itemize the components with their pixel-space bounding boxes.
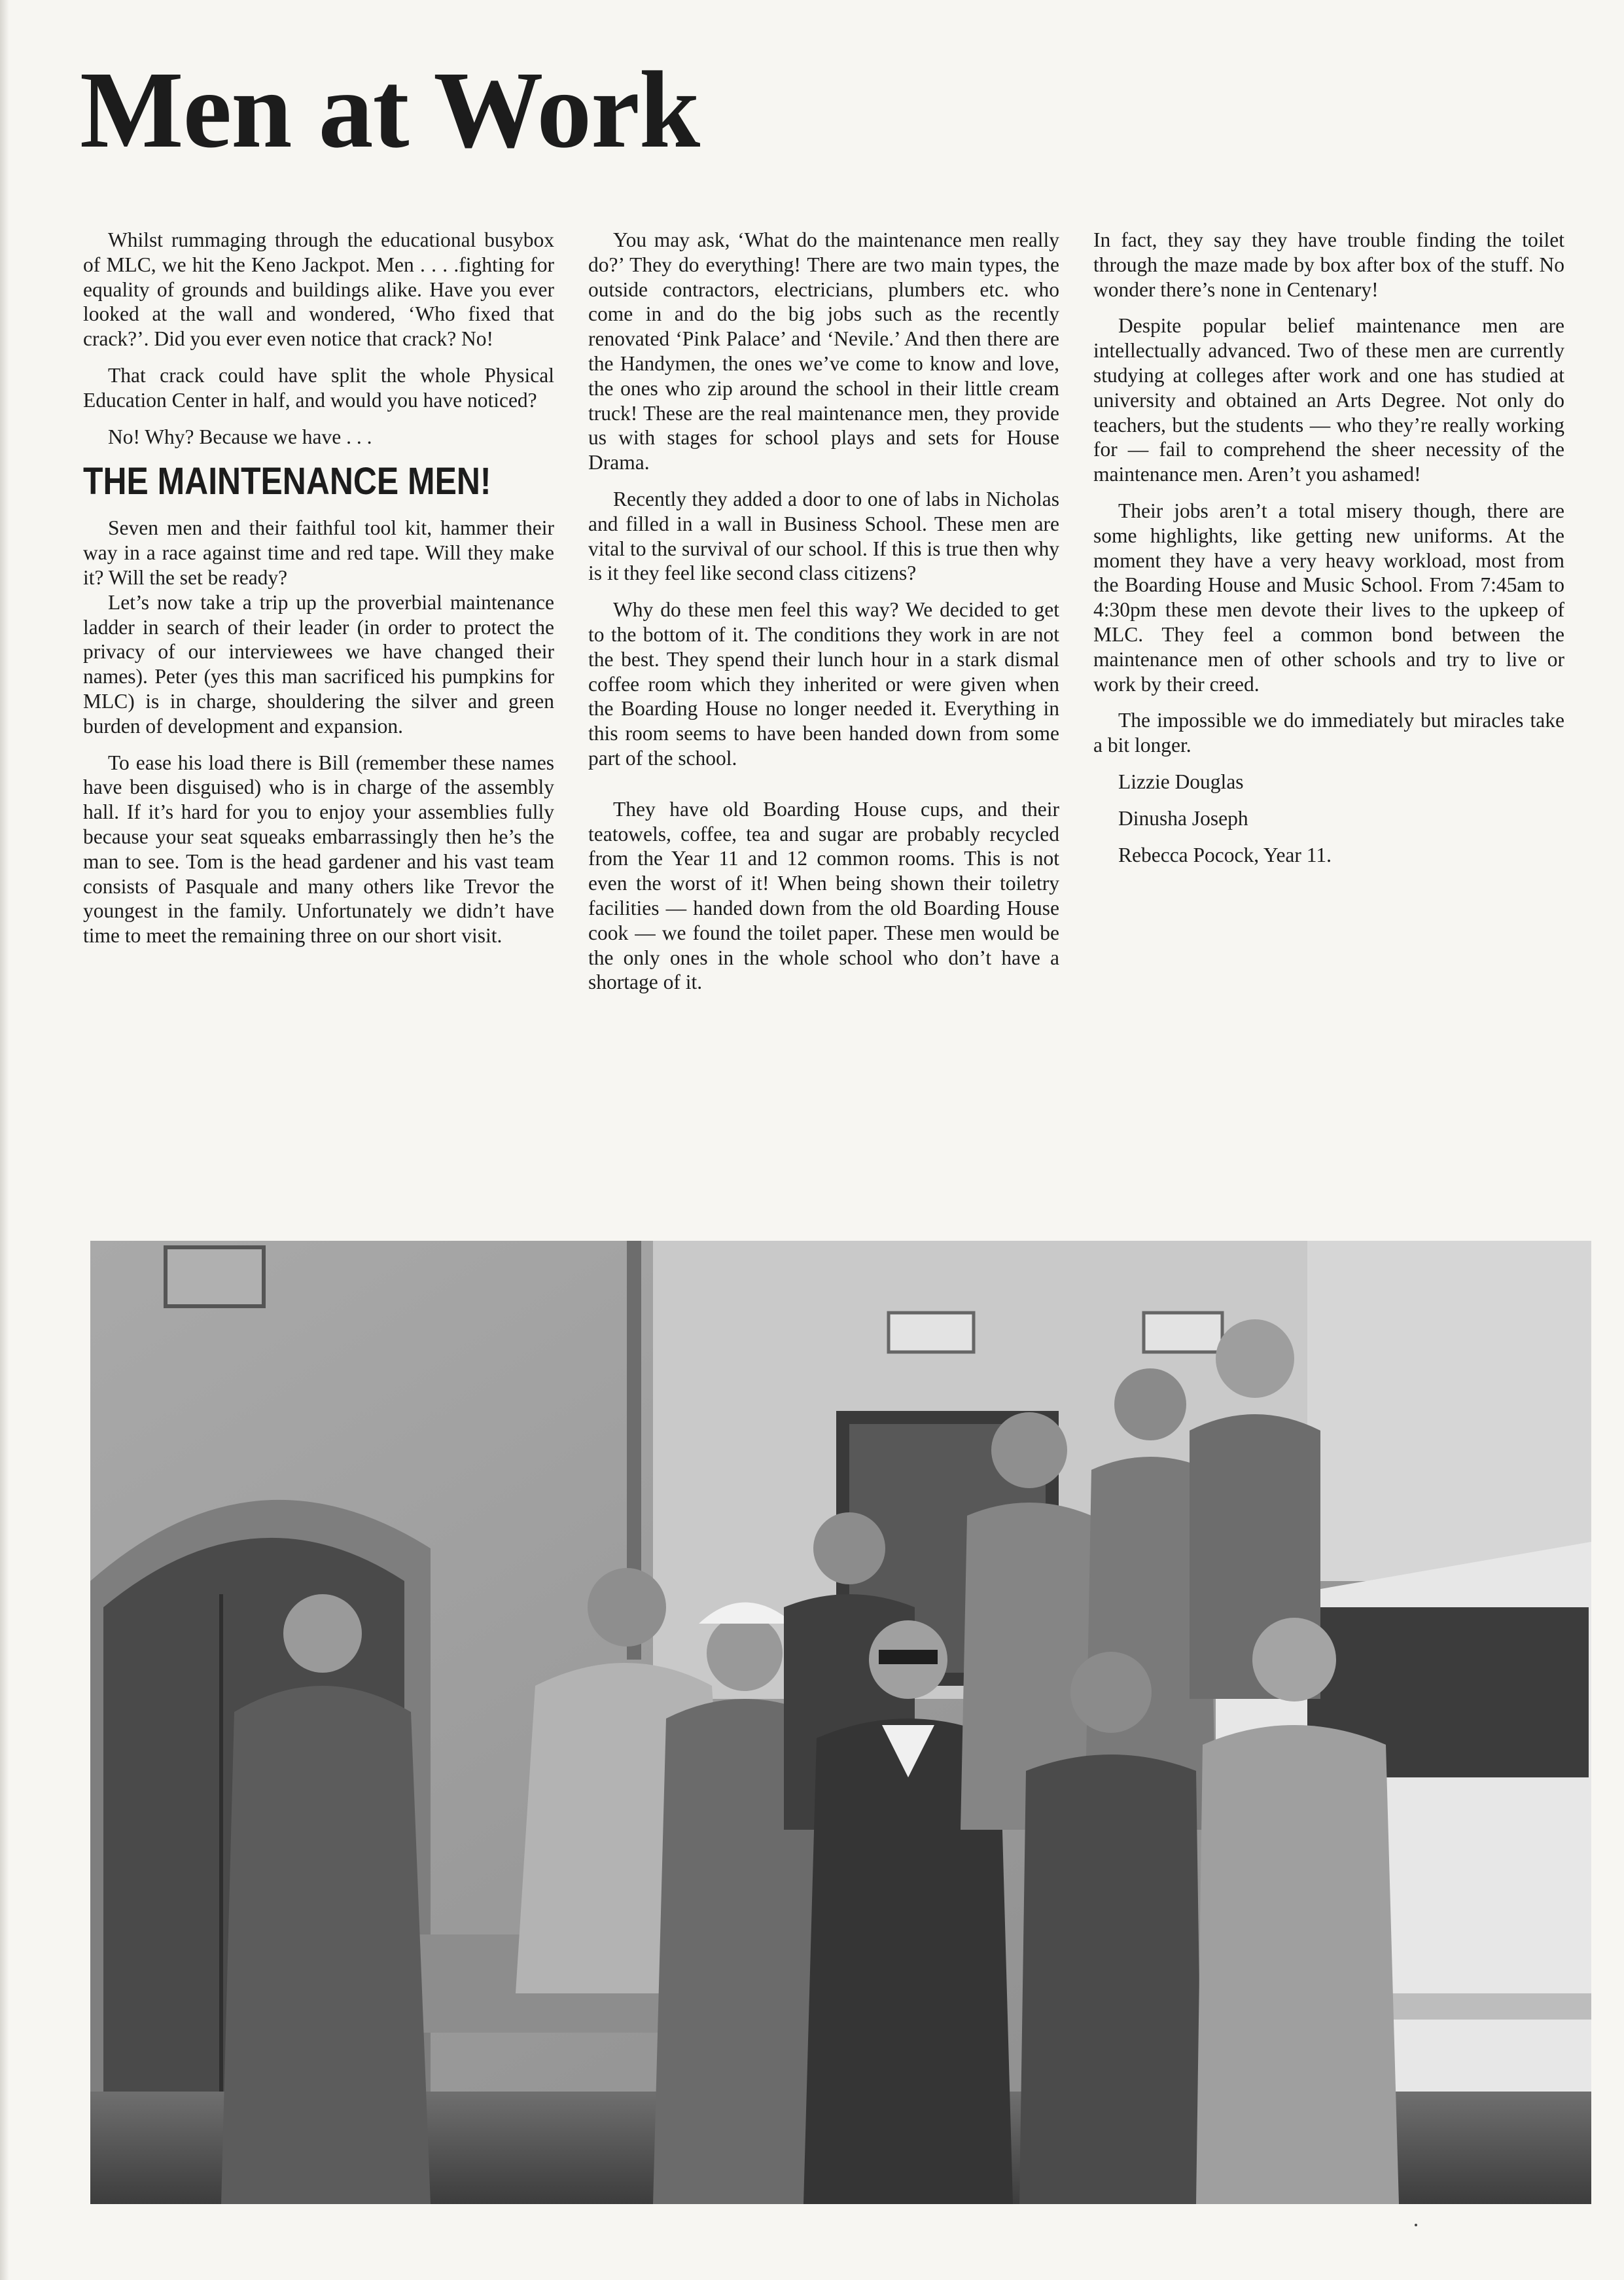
article-column-3 [1093, 228, 1564, 880]
paragraph: They have old Boarding House cups, and their teatowels, coffee, tea and sugar are probably recycled from the Year 11 and 12 common rooms. This is not even the worst of it! When being shown their toiletry facilities — handed down from the old Boarding House cook — we found the toilet paper. These men would be the only ones in the whole school who don’t have a shortage of it. [588, 797, 1059, 994]
photo-illustration [90, 1241, 1591, 2204]
page-edge-shadow [0, 0, 9, 2280]
paragraph: Recently they added a door to one of labs in Nicholas and filled in a wall in Business School. These men are vital to the survival of our school. If this is true then why is it they feel like second class citizens? [588, 487, 1059, 585]
paragraph: Why do these men feel this way? We decided to get to the bottom of it. The conditions they work in are not the best. They spend their lunch hour in a stark dismal coffee room which they inherited or were given when the Boarding House no longer needed it. Everything in this room seems to have been handed down from some part of the school. [588, 598, 1059, 770]
paragraph: In fact, they say they have trouble finding the toilet through the maze made by box after box of the stuff. No wonder there’s none in Centenary! [1093, 228, 1564, 301]
paragraph: Let’s now take a trip up the proverbial maintenance ladder in search of their leader (in order to protect the privacy of our interviewees we have changed their names). Peter (yes this man sacrificed his pumpkins for MLC) is in charge, shouldering the silver and green burden of development and expansion. [83, 590, 554, 738]
article-column-2 [588, 228, 1059, 1006]
paragraph: To ease his load there is Bill (remember these names have been disguised) who is in charge of the assembly hall. If it’s hard for you to enjoy your assemblies fully because your seat squeaks embarrassingly then he’s the man to see. Tom is the head gardener and his vast team consists of Pasquale and many others like Trevor the youngest in the family. Unfortunately we didn’t have time to meet the remaining three on our short visit. [83, 751, 554, 948]
author-name: Rebecca Pocock, Year 11. [1118, 843, 1332, 866]
paragraph: No! Why? Because we have . . . [108, 425, 372, 448]
paragraph: Whilst rummaging through the educational busybox of MLC, we hit the Keno Jackpot. Men . . . .fighting for equality of grounds and buildings alike. Have you ever looked at the wall and wondered, ‘Who fixed that crack?’. Did you ever even notice that crack? No! [83, 228, 554, 351]
print-speck [1415, 2224, 1417, 2226]
article-column-1 [83, 228, 554, 960]
paragraph: Despite popular belief maintenance men are intellectually advanced. Two of these men are currently studying at colleges after work and one has studied at university and obtained an Arts Degree. Not only do teachers, but the students — who they’re really working for — fail to comprehend the sheer necessity of the maintenance men. Aren’t you ashamed! [1093, 314, 1564, 486]
article-title: Men at Work [80, 49, 700, 171]
paragraph: Their jobs aren’t a total misery though, there are some highlights, like getting new uniforms. At the moment they have a very heavy workload, most from the Boarding House and Music School. From 7:45am to 4:30pm these men devote their lives to the upkeep of MLC. They feel a common bond between the maintenance men of other schools and try to live or work by their creed. [1093, 499, 1564, 696]
section-heading: THE MAINTENANCE MEN! [83, 460, 491, 503]
paragraph: That crack could have split the whole Physical Education Center in half, and would you have noticed? [83, 363, 554, 412]
paragraph: You may ask, ‘What do the maintenance men really do?’ They do everything! There are two main types, the outside contractors, electricians, plumbers etc. who come in and do the big jobs such as the recently renovated ‘Pink Palace’ and ‘Nevile.’ And then there are the Handymen, the ones we’ve come to know and love, the ones who zip around the school in their little cream truck! These are the real maintenance men, they provide us with stages for school plays and sets for House Drama. [588, 228, 1059, 474]
paragraph: Seven men and their faithful tool kit, hammer their way in a race against time and red tape. Will they make it? Will the set be ready? [83, 516, 554, 589]
paragraph: The impossible we do immediately but miracles take a bit longer. [1093, 709, 1564, 757]
group-photo [90, 1241, 1591, 2204]
author-name: Lizzie Douglas [1118, 770, 1244, 793]
author-name: Dinusha Joseph [1118, 806, 1248, 830]
